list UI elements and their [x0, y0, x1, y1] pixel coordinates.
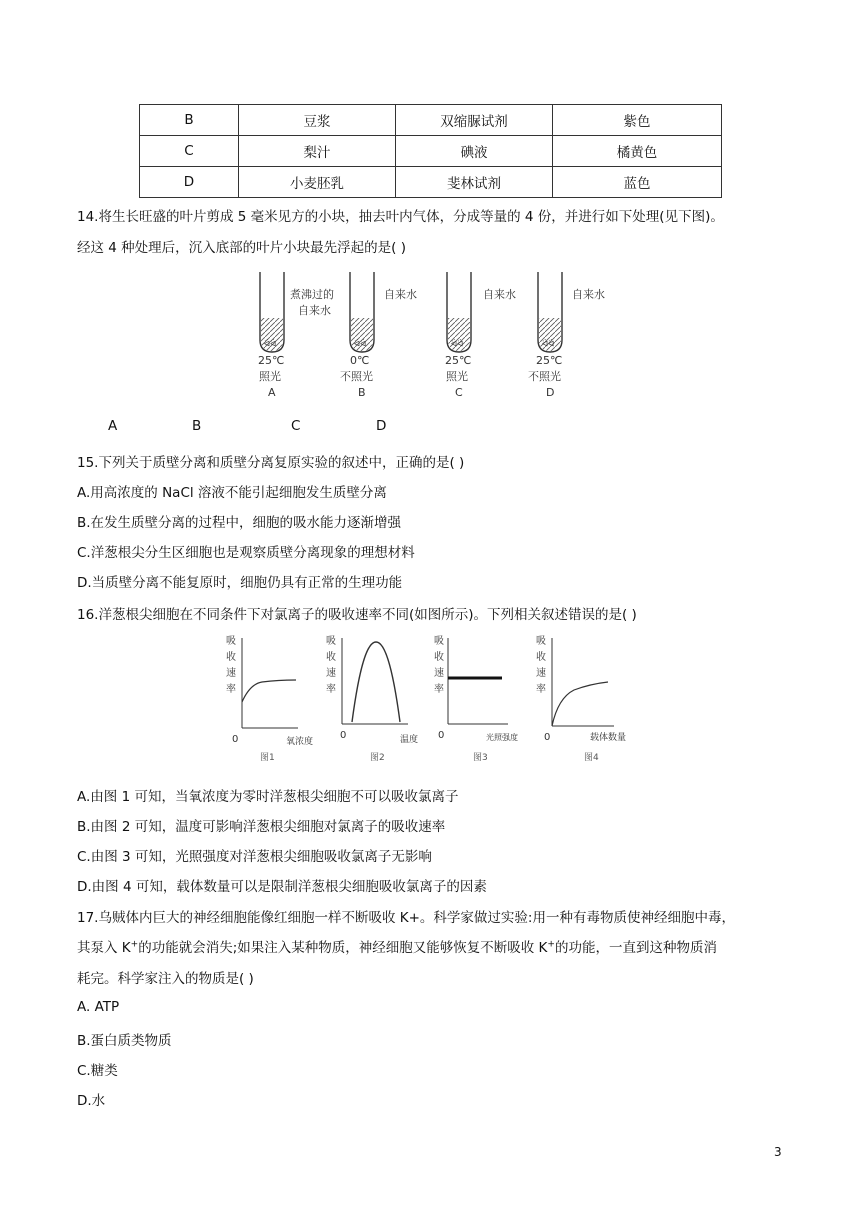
table-cell: 豆浆: [239, 105, 396, 136]
svg-text:收: 收: [434, 652, 444, 663]
svg-text:图1: 图1: [260, 753, 275, 763]
tube-a-letter: A: [268, 386, 276, 399]
q14-stem-line1: 14.将生长旺盛的叶片剪成 5 毫米见方的小块，抽去叶内气体，分成等量的 4 份，并进行如下处理(见下图)。: [77, 209, 724, 225]
table-row: [140, 136, 722, 167]
q17-option-c: C.糖类: [77, 1063, 118, 1079]
svg-text:ᐛᐛ: ᐛᐛ: [451, 339, 464, 348]
reagent-table: [139, 104, 722, 198]
q15-option-d: D.当质壁分离不能复原时，细胞仍具有正常的生理功能: [77, 575, 403, 591]
table-cell: 蓝色: [553, 167, 722, 198]
tube-c-solution-label: 自来水: [483, 288, 516, 301]
svg-text:吸: 吸: [226, 636, 236, 647]
svg-text:氧浓度: 氧浓度: [286, 737, 314, 747]
tube-b-temp: 0℃: [350, 354, 370, 367]
tube-c-light: 照光: [446, 370, 468, 383]
table-cell: 小麦胚乳: [239, 167, 396, 198]
svg-text:ᐛᐛ: ᐛᐛ: [354, 339, 367, 348]
svg-text:温度: 温度: [400, 735, 419, 745]
table-cell: 梨汁: [239, 136, 396, 167]
q16-stem: 16.洋葱根尖细胞在不同条件下对氯离子的吸收速率不同(如图所示)。下列相关叙述错误的是( ): [77, 607, 637, 623]
tube-b-letter: B: [358, 386, 366, 399]
q15-stem: 15.下列关于质壁分离和质壁分离复原实验的叙述中，正确的是( ): [77, 455, 465, 471]
test-tube-c: [447, 272, 471, 352]
svg-text:图3: 图3: [473, 753, 488, 763]
tube-d-letter: D: [546, 386, 555, 399]
q15-option-c: C.洋葱根尖分生区细胞也是观察质壁分离现象的理想材料: [77, 545, 415, 561]
svg-text:率: 率: [536, 684, 546, 695]
q16-option-d: D.由图 4 可知，载体数量可以是限制洋葱根尖细胞吸收氯离子的因素: [77, 879, 487, 895]
svg-text:0: 0: [438, 730, 445, 741]
table-row: [140, 105, 722, 136]
q16-option-c: C.由图 3 可知，光照强度对洋葱根尖细胞吸收氯离子无影响: [77, 849, 432, 865]
tube-a-light: 照光: [259, 370, 281, 383]
svg-text:光照强度: 光照强度: [486, 733, 518, 742]
svg-text:收: 收: [226, 652, 236, 663]
tube-c-letter: C: [455, 386, 463, 399]
page-number: 3: [774, 1145, 782, 1159]
test-tube-d: [538, 272, 562, 352]
tube-b-solution-label: 自来水: [384, 288, 417, 301]
q15-option-a: A.用高浓度的 NaCl 溶液不能引起细胞发生质壁分离: [77, 485, 387, 501]
tube-a-temp: 25℃: [258, 354, 285, 367]
graph-4: [536, 635, 626, 763]
table-cell: 橘黄色: [553, 136, 722, 167]
tube-d-solution-label: 自来水: [572, 288, 605, 301]
svg-text:图2: 图2: [370, 753, 385, 763]
q14-stem-line2: 经这 4 种处理后，沉入底部的叶片小块最先浮起的是( ): [77, 240, 406, 256]
q14-choice-d: D: [376, 418, 387, 434]
table-cell: C: [140, 136, 239, 167]
svg-text:速: 速: [434, 668, 444, 679]
tube-a-solution-label-2: 自来水: [298, 304, 331, 317]
q17-stem-line3: 耗完。科学家注入的物质是( ): [77, 971, 254, 987]
q14-choice-a: A: [108, 418, 118, 434]
tube-a-solution-label-1: 煮沸过的: [290, 288, 334, 301]
q16-option-a: A.由图 1 可知，当氧浓度为零时洋葱根尖细胞不可以吸收氯离子: [77, 789, 459, 805]
graph-2: [326, 635, 418, 763]
svg-text:0: 0: [544, 732, 551, 743]
svg-text:速: 速: [226, 668, 236, 679]
svg-text:收: 收: [326, 652, 336, 663]
tube-b-light: 不照光: [340, 370, 373, 383]
svg-text:载体数量: 载体数量: [590, 733, 627, 743]
q17-option-d: D.水: [77, 1093, 106, 1109]
q14-test-tube-figure: [250, 262, 630, 402]
tube-d-temp: 25℃: [536, 354, 563, 367]
svg-text:率: 率: [434, 684, 444, 695]
test-tube-a: [260, 272, 284, 352]
table-row: [140, 167, 722, 198]
svg-text:吸: 吸: [326, 636, 336, 647]
q16-option-b: B.由图 2 可知，温度可影响洋葱根尖细胞对氯离子的吸收速率: [77, 819, 446, 835]
q14-choice-b: B: [192, 418, 202, 434]
q14-choice-c: C: [291, 418, 301, 434]
svg-text:图4: 图4: [584, 753, 599, 763]
svg-text:ᐛᐛ: ᐛᐛ: [542, 339, 555, 348]
svg-text:速: 速: [536, 668, 546, 679]
table-cell: D: [140, 167, 239, 198]
svg-text:吸: 吸: [536, 636, 546, 647]
q17-option-b: B.蛋白质类物质: [77, 1033, 172, 1049]
svg-text:0: 0: [232, 734, 239, 745]
svg-text:收: 收: [536, 652, 546, 663]
test-tube-b: [350, 272, 374, 352]
q15-option-b: B.在发生质壁分离的过程中，细胞的吸水能力逐渐增强: [77, 515, 402, 531]
graph-3: [434, 635, 518, 763]
table-cell: 碘液: [396, 136, 553, 167]
q17-option-a: A. ATP: [77, 999, 120, 1015]
table-cell: 紫色: [553, 105, 722, 136]
svg-text:率: 率: [326, 684, 336, 695]
tube-d-light: 不照光: [528, 370, 561, 383]
table-cell: 双缩脲试剂: [396, 105, 553, 136]
svg-text:ᐛᐛ: ᐛᐛ: [264, 339, 277, 348]
q16-absorption-graphs: [218, 632, 638, 770]
table-cell: B: [140, 105, 239, 136]
q17-stem-line2: 其泵入 K+的功能就会消失;如果注入某种物质，神经细胞又能够恢复不断吸收 K+的功能，一直到这种物质消: [77, 939, 717, 956]
svg-text:0: 0: [340, 730, 347, 741]
tube-c-temp: 25℃: [445, 354, 472, 367]
svg-text:速: 速: [326, 668, 336, 679]
svg-text:吸: 吸: [434, 636, 444, 647]
q17-stem-line1: 17.乌贼体内巨大的神经细胞能像红细胞一样不断吸收 K+。科学家做过实验:用一种有毒物质使神经细胞中毒，: [77, 910, 735, 926]
table-cell: 斐林试剂: [396, 167, 553, 198]
svg-text:率: 率: [226, 684, 236, 695]
graph-1: [226, 635, 313, 763]
